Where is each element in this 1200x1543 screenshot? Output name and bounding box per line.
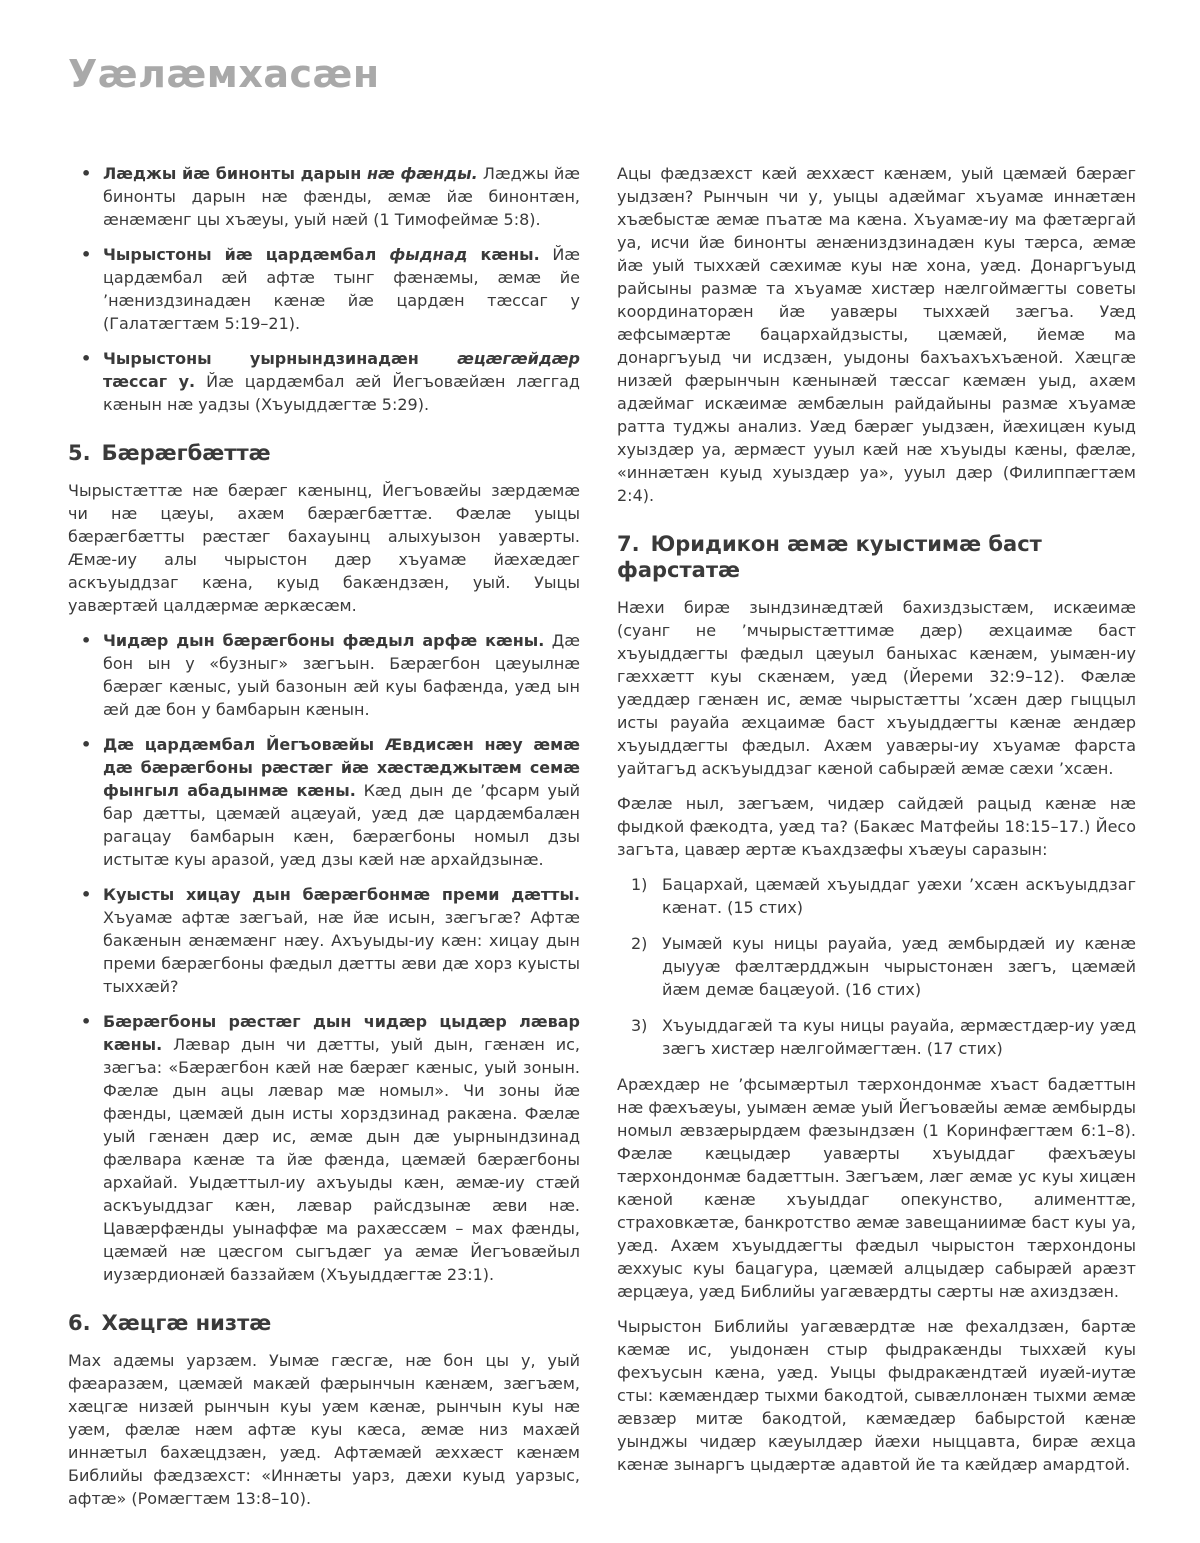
list-item-text: Чырыстоны йӕ цардӕмбал фыднад кӕны. Йӕ цардӕмбал ӕй афтӕ тынг фӕнӕмы, ӕмӕ йе ’нӕниздзинадӕн кӕнӕ йӕ цардӕн тӕссаг у (Галатӕгтӕм 5:19–21). [103, 245, 581, 333]
step-number: 1) [631, 875, 648, 894]
section-heading-holidays [68, 440, 580, 466]
holidays-bullet-list [68, 629, 580, 1286]
section-number: 5. [68, 441, 91, 465]
paragraph: Чырыстон Библийы уагӕвӕрдтӕ нӕ фехалдзӕн, бартӕ кӕмӕ ис, уыдонӕн стыр фыдракӕнды тыххӕй куы фехъусын кӕна, уӕд. Уыцы фыдракӕндтӕй иуӕй-иутӕ сты: кӕмӕндӕр тыхми бакодтой, сывӕллонӕн тыхми ӕмӕ ӕвзӕр митӕ бакодтой, кӕмӕдӕр бабырстой кӕнӕ уынджы чидӕр кӕуылдӕр йӕхи ныццавта, бирӕ ӕхца кӕнӕ зынаргъ цыдӕртӕ адавтой йе та кӕйдӕр амардтой. [617, 1317, 1136, 1474]
list-item-text: Куысты хицау дын бӕрӕгбонмӕ преми дӕтты. Хъуамӕ афтӕ зӕгъай, нӕ йӕ исын, зӕгъгӕ? Афтӕ бакӕнын ӕнӕмӕнг нӕу. Ахъуыды-иу кӕн: хицау дын преми бӕрӕгбоны фӕдыл дӕтты ӕви дӕ хорз куысты тыххӕй? [103, 885, 580, 996]
page-title: Уӕлӕмхасӕн [68, 52, 380, 96]
list-item-text: Чырыстоны уырнындзинадӕн ӕцӕгӕйдӕр тӕссаг у. Йӕ цардӕмбал ӕй Йегъовӕйӕн лӕггад кӕнын нӕ уадзы (Хъуыддӕгтӕ 5:29). [103, 349, 580, 414]
list-item-text: Чидӕр дын бӕрӕгбоны фӕдыл арфӕ кӕны. Дӕ бон ын у «бузныг» зӕгъын. Бӕрӕгбон цӕуылнӕ бӕрӕг кӕныс, уый базонын ӕй куы бафӕнда, уӕд ын ӕй дӕ бон у бамбарын кӕнын. [103, 631, 580, 719]
list-item-text: Бацархай, цӕмӕй хъуыддаг уӕхи ’хсӕн аскъуыддзаг кӕнат. (15 стих) [662, 875, 1136, 917]
list-item [68, 1010, 580, 1286]
left-column [68, 162, 580, 1522]
list-item [617, 932, 1136, 1001]
list-item [68, 733, 580, 871]
paragraph: Нӕхи бирӕ зындзинӕдтӕй бахиздзыстӕм, искӕимӕ (суанг не ’мчырыстӕттимӕ дӕр) ӕхцаимӕ баст хъуыддӕгты фӕдыл цӕуыл баныхас кӕнӕм, уымӕн-иу гӕххӕтт куы скӕнӕм, уӕд (Йереми 32:9–12). Фӕлӕ уӕддӕр гӕнӕн ис, ӕмӕ чырыстӕтты ’хсӕн дӕр гыццыл исты рауайа ӕхцаимӕ баст хъуыддӕгты кӕнӕ ӕндӕр хъуыддӕгты фӕдыл. Ахӕм уавӕры-иу хъуамӕ фарста уайтагъд аскъуыддзаг кӕной сабырӕй ӕмӕ сӕхи ’хсӕн. [617, 598, 1136, 778]
two-column-layout [68, 162, 1136, 1522]
section-heading-diseases [68, 1310, 580, 1336]
paragraph: Чырыстӕттӕ нӕ бӕрӕг кӕнынц, Йегъовӕйы зӕрдӕмӕ чи нӕ цӕуы, ахӕм бӕрӕгбӕттӕ. Фӕлӕ уыцы бӕрӕгбӕтты рӕстӕг бахауынц алыхуызон уавӕрты. Ӕмӕ-иу алы чырыстон дӕр хъуамӕ йӕхӕдӕг аскъуыддзаг кӕна, куыд бакӕндзӕн, уый. Уыцы уавӕртӕй цалдӕрмӕ ӕркӕсӕм. [68, 481, 580, 615]
step-number: 3) [631, 1016, 648, 1035]
paragraph: Арӕхдӕр не ’фсымӕртыл тӕрхондонмӕ хъаст бадӕттын нӕ фӕхъӕуы, уымӕн ӕмӕ уый Йегъовӕйы ӕмӕ ӕмбырды номыл ӕвзӕрырдӕм фӕзындзӕн (1 Коринфӕгтӕм 6:1–8). Фӕлӕ кӕцыдӕр уавӕрты хъуыддаг фӕхъӕуы тӕрхондонмӕ бадӕттын. Зӕгъӕм, лӕг ӕмӕ ус куы хицӕн кӕной кӕнӕ хъуыддаг опекунство, алименттӕ, страховкӕтӕ, банкротство ӕмӕ завещаниимӕ баст куы уа, уӕд. Ахӕм хъуыддӕгты фӕдыл чырыстон тӕрхондоны ӕххуыс куы бацагура, цӕмӕй алцыдӕр сабырӕй арӕзт ӕрцӕуа, уӕд Библийы уагӕвӕрдты сӕрты нӕ ахиздзӕн. [617, 1075, 1136, 1301]
marriage-bullet-list [68, 162, 580, 416]
list-item-text: Хъуыддагӕй та куы ницы рауайа, ӕрмӕстдӕр-иу уӕд зӕгъ хистӕр нӕлгоймӕгтӕн. (17 стих) [662, 1016, 1136, 1058]
section-title: Юридикон ӕмӕ куыстимӕ баст фарстатӕ [617, 532, 1042, 582]
list-item [68, 162, 580, 231]
list-item-text: Дӕ цардӕмбал Йегъовӕйы Ӕвдисӕн нӕу ӕмӕ дӕ бӕрӕгбоны рӕстӕг йӕ хӕстӕджытӕм семӕ фынгыл абадынмӕ кӕны. Кӕд дын де ’фсарм уый бар дӕтты, цӕмӕй ацӕуай, уӕд дӕ цардӕмбалӕн рагацау бамбарын кӕн, бӕрӕгбоны номыл дзы истытӕ куы аразой, уӕд дзы кӕй нӕ архайдзынӕ. [103, 735, 581, 869]
bullet-marker: • [81, 349, 92, 368]
list-item-text: Лӕджы йӕ бинонты дарын нӕ фӕнды. Лӕджы йӕ бинонты дарын нӕ фӕнды, ӕмӕ йӕ бинонтӕн, ӕнӕмӕнг цы хъӕуы, уый нӕй (1 Тимофеймӕ 5:8). [103, 164, 581, 229]
bullet-marker: • [81, 631, 92, 650]
section-title: Бӕрӕгбӕттӕ [101, 441, 271, 465]
section-number: 6. [68, 1311, 91, 1335]
list-item [68, 347, 580, 416]
paragraph: Мах адӕмы уарзӕм. Уымӕ гӕсгӕ, нӕ бон цы у, уый фӕаразӕм, цӕмӕй макӕй фӕрынчын кӕнӕм, зӕгъӕм, хӕцгӕ низӕй рынчын куы уӕм кӕнӕ, рынчын куы нӕ уӕм, фӕлӕ нӕм афтӕ куы кӕса, ӕмӕ низ махӕй иннӕтыл бахӕцдзӕн, уӕд. Афтӕмӕй ӕххӕст кӕнӕм Библийы фӕдзӕхст: «Иннӕты уарз, дӕхи куыд уарзыс, афтӕ» (Ромӕгтӕм 13:8–10). [68, 1351, 580, 1508]
list-item [68, 629, 580, 721]
right-column [617, 162, 1136, 1522]
bullet-marker: • [81, 1012, 92, 1031]
paragraph: Фӕлӕ ныл, зӕгъӕм, чидӕр сайдӕй рацыд кӕнӕ нӕ фыдкой фӕкодта, уӕд та? (Бакӕс Матфейы 18:15–17.) Йесо загъта, цавӕр ӕртӕ къахдзӕфы хъӕуы саразын: [617, 794, 1136, 859]
paragraph: Ацы фӕдзӕхст кӕй ӕххӕст кӕнӕм, уый цӕмӕй бӕрӕг уыдзӕн? Рынчын чи у, уыцы адӕймаг хъуамӕ иннӕтӕн хъӕбыстӕ ӕмӕ пъатӕ ма кӕна. Хъуамӕ-иу ма фӕтӕргай уа, исчи йӕ бинонты ӕнӕниздзинадӕн куы тӕрса, ӕмӕ йӕ уый тыххӕй сӕхимӕ куы нӕ хона, уӕд. Донаргъуыд райсыны размӕ та хъуамӕ хистӕр нӕлгоймӕгты советы координаторӕн йӕ уавӕры тыххӕй зӕгъа. Уӕд ӕфсымӕртӕ бацархайдзысты, цӕмӕй, йемӕ ма донаргъуыд чи исдзӕн, уыдоны бахъахъхъӕной. Хӕцгӕ низӕй фӕрынчын кӕнынӕй тӕссаг кӕмӕн уыд, ахӕм адӕймаг искӕимӕ ӕмбӕлын райдайыны размӕ хъуамӕ ратта туджы анализ. Уӕд бӕрӕг уыдзӕн, йӕхицӕн куыд хуыздӕр уа, ӕрмӕст ууыл кӕй нӕ хъуыды кӕны, фӕлӕ, «иннӕтӕн куыд хуыздӕр уа», ууыл дӕр (Филиппӕгтӕм 2:4). [617, 164, 1136, 505]
list-item [617, 1014, 1136, 1060]
bullet-marker: • [81, 245, 92, 264]
section-heading-legal [617, 531, 1136, 583]
section-number: 7. [617, 532, 640, 556]
list-item [68, 243, 580, 335]
bullet-marker: • [81, 164, 92, 183]
bullet-marker: • [81, 885, 92, 904]
step-number: 2) [631, 934, 648, 953]
section-title: Хӕцгӕ низтӕ [101, 1311, 272, 1335]
list-item [617, 873, 1136, 919]
list-item-text: Бӕрӕгбоны рӕстӕг дын чидӕр цыдӕр лӕвар кӕны. Лӕвар дын чи дӕтты, уый дын, гӕнӕн ис, зӕгъа: «Бӕрӕгбон кӕй нӕ бӕрӕг кӕныс, уый зонын. Фӕлӕ дын ацы лӕвар мӕ номыл». Чи зоны йӕ фӕнды, цӕмӕй дын исты хорздзинад ракӕна. Фӕлӕ уый гӕнӕн дӕр ис, ӕмӕ дын дӕ уырнындзинад фӕлвара кӕнӕ та йӕ фӕнда, цӕмӕй бӕрӕгбоны архайай. Уыдӕттыл-иу ахъуыды кӕн, ӕмӕ-иу стӕй аскъуыддзаг кӕн, лӕвар райсдзынӕ ӕви нӕ. Цавӕрфӕнды уынаффӕ ма рахӕссӕм – мах фӕнды, цӕмӕй нӕ цӕсгом сыгъдӕг уа ӕмӕ Йегъовӕйыл иузӕрдионӕй баззайӕм (Хъуыддӕгтӕ 23:1). [103, 1012, 580, 1284]
steps-list [617, 873, 1136, 1060]
list-item [68, 883, 580, 998]
list-item-text: Уымӕй куы ницы рауайа, уӕд ӕмбырдӕй иу кӕнӕ дыууӕ фӕлтӕрдджын чырыстонӕн зӕгъ, цӕмӕй йӕм демӕ бацӕуой. (16 стих) [662, 934, 1136, 999]
bullet-marker: • [81, 735, 92, 754]
